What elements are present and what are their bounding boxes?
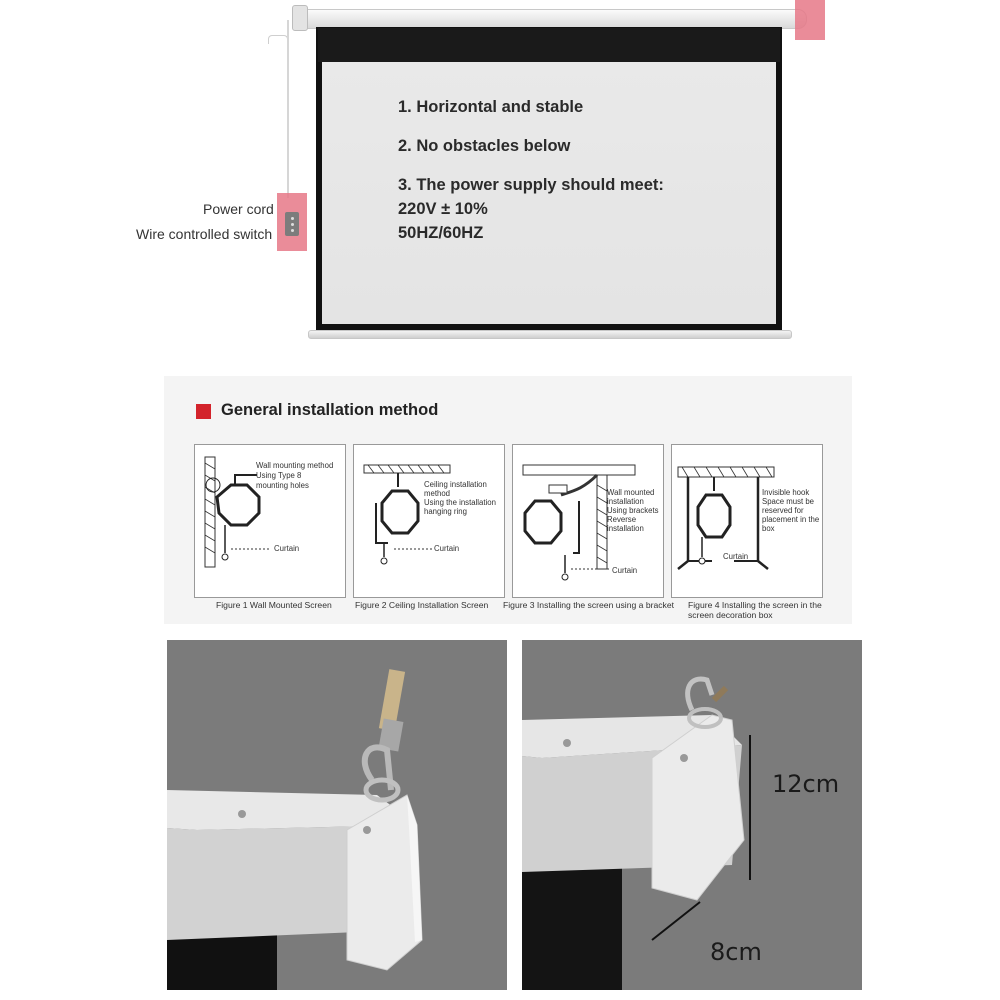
screen-housing (293, 9, 807, 29)
figure-4-caption-line-2: screen decoration box (688, 610, 773, 620)
photo-dimensions (522, 640, 862, 990)
switch-dot (291, 217, 294, 220)
figure-4-caption-line-1: Figure 4 Installing the screen in the (688, 600, 822, 610)
wire-switch-label: Wire controlled switch (136, 226, 273, 242)
right-endcap-highlight (795, 0, 825, 40)
figure-3-note-3: Using brackets (607, 506, 659, 515)
power-cord-line (287, 20, 289, 198)
figure-3-note-1: Wall mounted (607, 488, 655, 497)
instruction-2: 2. No obstacles below (398, 137, 571, 155)
figure-4-note-2: Space must be (762, 497, 815, 506)
screen-bottom-bar (308, 330, 792, 339)
figure-3-note-2: installation (607, 497, 644, 506)
instruction-1: 1. Horizontal and stable (398, 98, 584, 116)
figure-4-curtain-label: Curtain (723, 552, 749, 561)
figure-2-note-1: Ceiling installation (424, 480, 487, 489)
figure-2-curtain-label: Curtain (434, 544, 460, 553)
figure-4-note-5: box (762, 524, 775, 533)
frequency-spec: 50HZ/60HZ (398, 224, 484, 242)
instruction-3: 3. The power supply should meet: (398, 176, 664, 194)
figure-2-note-2: method (424, 489, 451, 498)
figure-2-drawing (354, 445, 504, 597)
figure-4-note-1: Invisible hook (762, 488, 810, 497)
figure-2-caption: Figure 2 Ceiling Installation Screen (355, 600, 489, 610)
figure-1-curtain-label: Curtain (274, 544, 300, 553)
figure-3-drawing (513, 445, 663, 597)
power-cord-label: Power cord (203, 201, 274, 217)
figure-2-note-3: Using the installation (424, 498, 496, 507)
figure-1-note-1: Wall mounting method (256, 461, 334, 470)
dimensions-illustration (522, 640, 862, 990)
section-marker (196, 404, 211, 419)
switch-dot (291, 223, 294, 226)
height-label: 12cm (772, 770, 840, 798)
hook-mount-illustration (167, 640, 507, 990)
photo-hook-mount (167, 640, 507, 990)
switch-dot (291, 229, 294, 232)
figure-3-box (512, 444, 664, 598)
figure-2-note-4: hanging ring (424, 507, 467, 516)
figure-3-note-5: installation (607, 524, 644, 533)
figure-3-note-4: Reverse (607, 515, 637, 524)
figure-2-box (353, 444, 505, 598)
projector-screen-diagram (0, 0, 1000, 350)
figure-4-note-3: reserved for (762, 506, 804, 515)
voltage-spec: 220V ± 10% (398, 200, 488, 218)
depth-label: 8cm (710, 938, 762, 966)
screen-black-drop (318, 28, 780, 62)
figure-1-note-2: Using Type 8 (256, 471, 302, 480)
figure-1-note-3: mounting holes (256, 481, 309, 490)
figure-4-note-4: placement in the (762, 515, 820, 524)
figure-3-caption: Figure 3 Installing the screen using a bracket (503, 600, 675, 610)
figure-1-caption: Figure 1 Wall Mounted Screen (216, 600, 332, 610)
left-endcap (292, 5, 308, 31)
installation-title: General installation method (221, 401, 439, 419)
cord-loop (268, 35, 288, 44)
figure-3-curtain-label: Curtain (612, 566, 638, 575)
